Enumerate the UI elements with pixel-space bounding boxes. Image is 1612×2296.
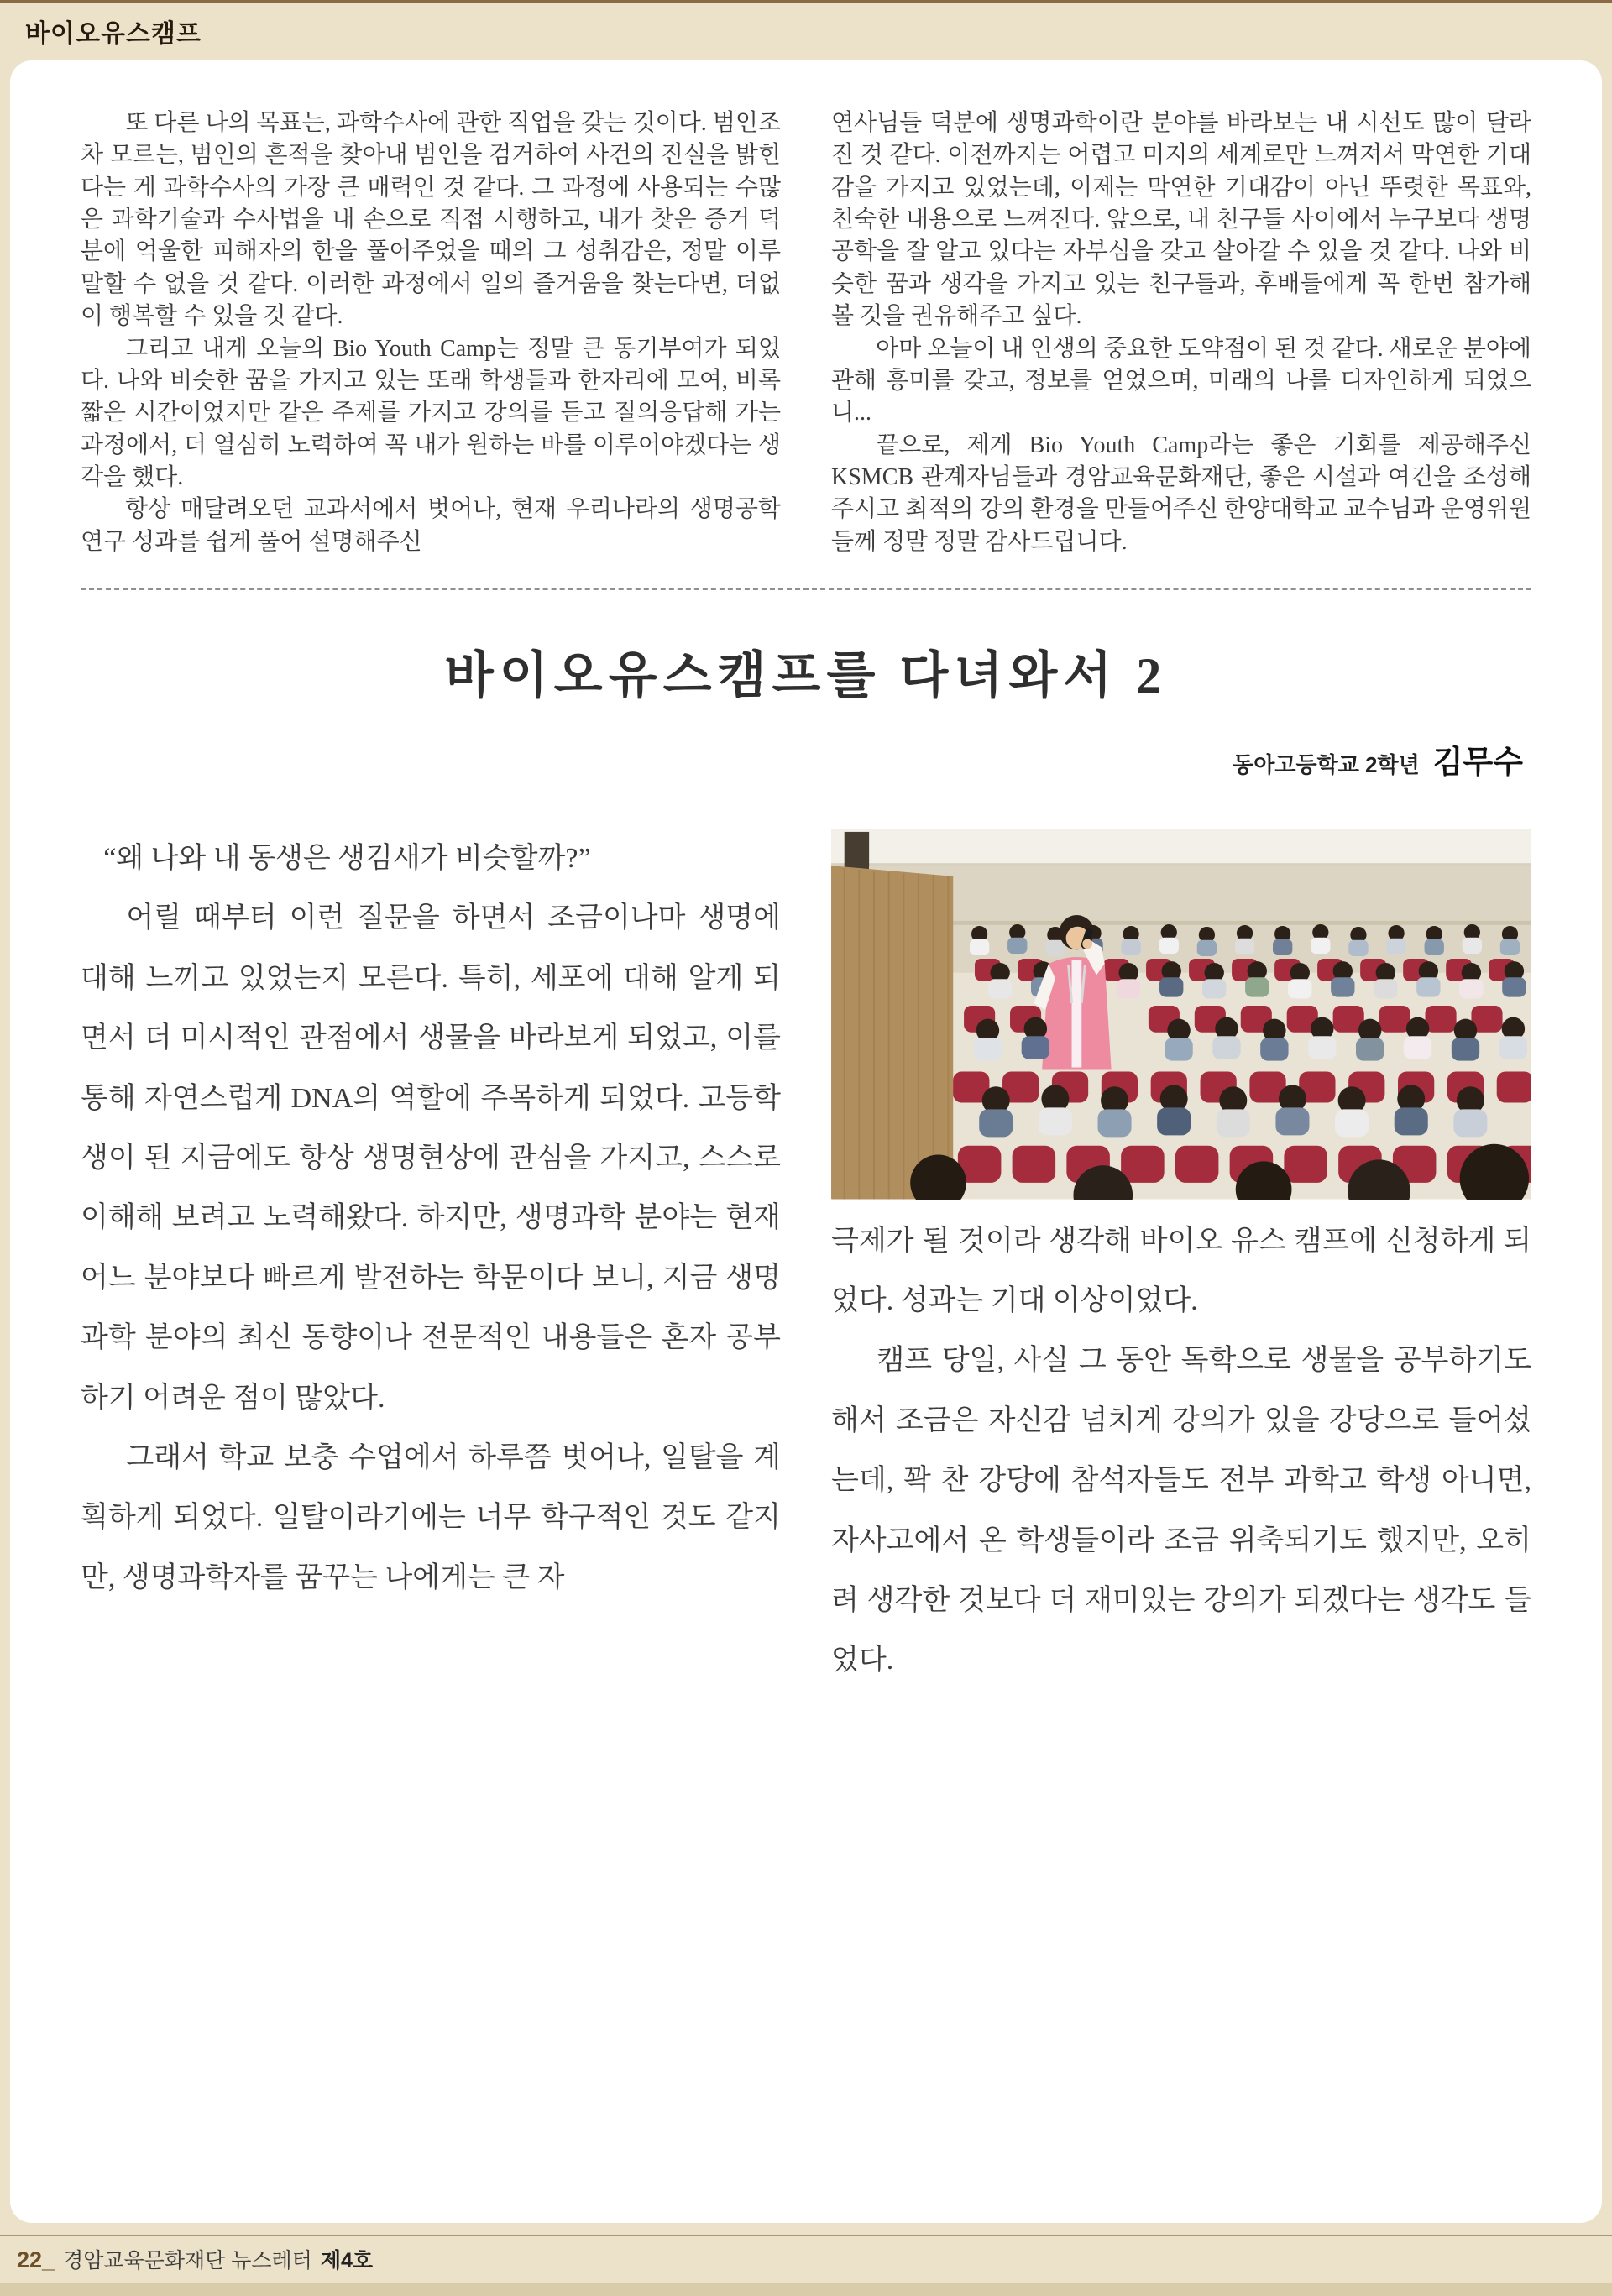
essay-2-byline	[81, 736, 1531, 782]
paragraph: “왜 나와 내 동생은 생김새가 비슷할까?”	[103, 843, 591, 875]
essay-2-right-column	[831, 829, 1531, 1691]
paragraph: 연사님들 덕분에 생명과학이란 분야를 바라보는 내 시선도 많이 달라진 것 같다. 이전까지는 어렵고 미지의 세계로만 느껴져서 막연한 기대감을 가지고 있었는데, 이제는 막연한 기대감이 아닌 뚜렷한 목표와, 친숙한 내용으로 느껴진다. 앞으로, 내 친구들 사이에서 누구보다 생명공학을 잘 알고 있다는 자부심을 갖고 살아갈 수 있을 것 같다. 나와 비슷한 꿈과 생각을 가지고 있는 친구들과, 후배들에게 꼭 한번 참가해 볼 것을 권유해주고 싶다.	[831, 110, 1531, 330]
essay-2-title: 바이오유스캠프를 다녀와서 2	[444, 648, 1168, 704]
essay-1	[81, 107, 1531, 558]
auditorium-photo-illustration	[831, 829, 1531, 1200]
paragraph: 또 다른 나의 목표는, 과학수사에 관한 직업을 갖는 것이다. 범인조차 모르는, 범인의 흔적을 찾아내 범인을 검거하여 사건의 진실을 밝힌다는 게 과학수사의 가장 큰 매력인 것 같다. 그 과정에 사용되는 수많은 과학기술과 수사법을 내 손으로 직접 시행하고, 내가 찾은 증거 덕분에 억울한 피해자의 한을 풀어주었을 때의 그 성취감은, 정말 이루 말할 수 없을 것 같다. 이러한 과정에서 일의 즐거움을 찾는다면, 더없이 행복할 수 있을 것 같다.	[81, 110, 781, 330]
paragraph: 극제가 될 것이라 생각해 바이오 유스 캠프에 신청하게 되었다. 성과는 기대 이상이었다.	[831, 1225, 1531, 1316]
paragraph: 그래서 학교 보충 수업에서 하루쯤 벗어나, 일탈을 계획하게 되었다. 일탈이라기에는 너무 학구적인 것도 같지만, 생명과학자를 꿈꾸는 나에게는 큰 자	[81, 1441, 781, 1593]
paragraph: 끝으로, 제게 Bio Youth Camp라는 좋은 기회를 제공해주신 KSMCB 관계자님들과 경암교육문화재단, 좋은 시설과 여건을 조성해주시고 최적의 강의 환경을 만들어주신 한양대학교 교수님과 운영위원들께 정말 정말 감사드립니다.	[831, 431, 1531, 555]
essay-2-left-column	[81, 829, 781, 1691]
page-header	[0, 3, 1612, 60]
byline-school: 동아고등학교 2학년	[1233, 752, 1420, 778]
paragraph: 캠프 당일, 사실 그 동안 독학으로 생물을 공부하기도 해서 조금은 자신감 넘치게 강의가 있을 강당으로 들어섰는데, 꽉 찬 강당에 참석자들도 전부 과학고 학생 아니면, 자사고에서 온 학생들이라 조금 위축되기도 했지만, 오히려 생각한 것보다 더 재미있는 강의가 되겠다는 생각도 들었다.	[831, 1345, 1531, 1676]
section-divider	[81, 588, 1531, 590]
content-panel	[10, 60, 1602, 2223]
essay-2	[81, 829, 1531, 1691]
paragraph: 항상 매달려오던 교과서에서 벗어나, 현재 우리나라의 생명공학 연구 성과를 쉽게 풀어 설명해주신	[81, 496, 781, 555]
paragraph: 아마 오늘이 내 인생의 중요한 도약점이 된 것 같다. 새로운 분야에 관해 흥미를 갖고, 정보를 얻었으며, 미래의 나를 디자인하게 되었으니...	[831, 335, 1531, 426]
essay-1-left-column	[81, 107, 781, 558]
paragraph: 어릴 때부터 이런 질문을 하면서 조금이나마 생명에 대해 느끼고 있었는지 모른다. 특히, 세포에 대해 알게 되면서 더 미시적인 관점에서 생물을 바라보게 되었고, 이를 통해 자연스럽게 DNA의 역할에 주목하게 되었다. 고등학생이 된 지금에도 항상 생명현상에 관심을 가지고, 스스로 이해해 보려고 노력해왔다. 하지만, 생명과학 분야는 현재 어느 분야보다 빠르게 발전하는 학문이다 보니, 지금 생명과학 분야의 최신 동향이나 전문적인 내용들은 혼자 공부하기 어려운 점이 많았다.	[81, 902, 781, 1414]
footer-newsletter-title: 경암교육문화재단 뉴스레터	[63, 2249, 312, 2272]
paragraph: 그리고 내게 오늘의 Bio Youth Camp는 정말 큰 동기부여가 되었다. 나와 비슷한 꿈을 가지고 있는 또래 학생들과 한자리에 모여, 비록 짧은 시간이었지만 같은 주제를 가지고 강의를 듣고 질의응답해 가는 과정에서, 더 열심히 노력하여 꼭 내가 원하는 바를 이루어야겠다는 생각을 했다.	[81, 335, 781, 490]
camp-photo	[831, 829, 1531, 1200]
footer-text-row	[0, 2236, 1612, 2283]
bottom-bar	[0, 2283, 1612, 2296]
footer-issue: 제4호	[320, 2249, 374, 2272]
essay-1-right-column	[831, 107, 1531, 558]
page-footer	[0, 2235, 1612, 2296]
byline-name: 김무수	[1432, 745, 1523, 781]
section-label: 바이오유스캠프	[25, 20, 202, 48]
footer-page-number: 22_	[17, 2247, 55, 2272]
